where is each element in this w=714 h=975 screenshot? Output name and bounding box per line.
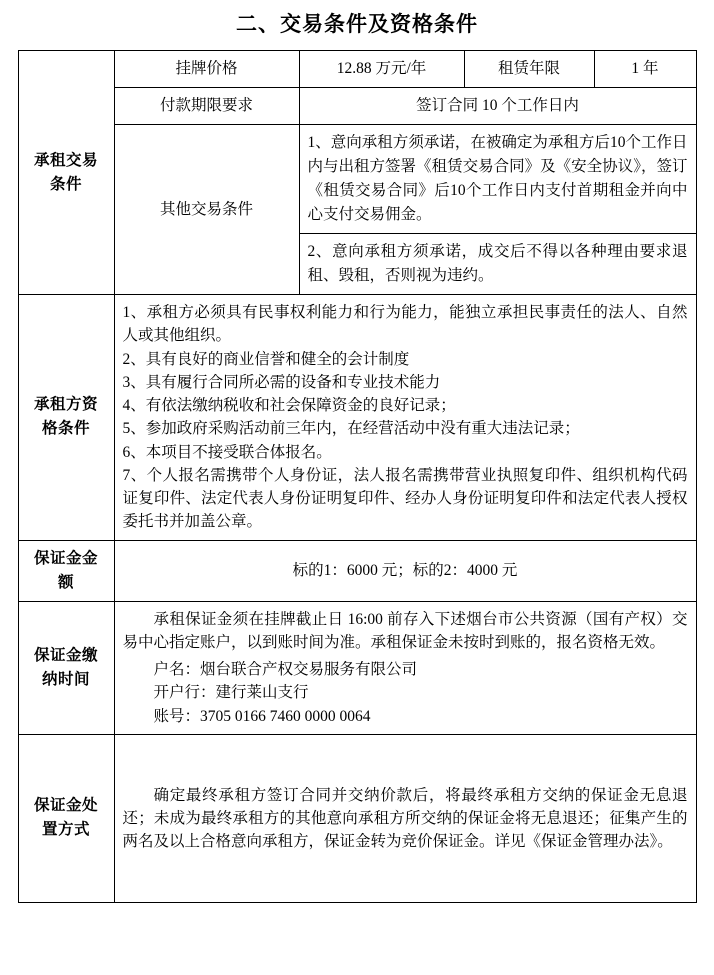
table-row (18, 734, 696, 902)
cell-other-conditions-label: 其他交易条件 (114, 125, 299, 295)
cell-payment-deadline-value: 签订合同 10 个工作日内 (299, 88, 696, 125)
table-row (18, 540, 696, 601)
table-row (18, 295, 696, 541)
row-label-deposit-disposal-text: 保证金处置方式 (33, 797, 98, 839)
row-label-deposit-payment-time: 保证金缴纳时间 (18, 601, 114, 734)
cell-lease-term-label: 租赁年限 (464, 51, 594, 88)
cell-lease-term-value: 1 年 (594, 51, 696, 88)
account-bank-line: 开户行：建行莱山支行 (153, 684, 309, 702)
table-row (18, 88, 696, 125)
qualification-item: 6、本项目不接受联合体报名。 (122, 443, 332, 461)
row-label-qualification-conditions: 承租方资格条件 (18, 295, 114, 541)
qualification-item: 5、参加政府采购活动前三年内，在经营活动中没有重大违法记录； (122, 420, 580, 438)
cell-deposit-disposal (114, 734, 696, 902)
deposit-disposal-paragraph: 确定最终承租方签订合同并交纳价款后，将最终承租方交纳的保证金无息退还；未成为最终承租方的其他意向承租方所交纳的保证金将无息退还；征集产生的两名及以上合格意向承租方，保证金转为竞价保证金。详见《保证金管理办法》。 (122, 786, 688, 851)
qualification-item: 3、具有履行合同所必需的设备和专业技术能力 (122, 373, 441, 391)
cell-other-conditions-item-2: 2、意向承租方须承诺，成交后不得以各种理由要求退租、毁租，否则视为违约。 (299, 234, 696, 295)
conditions-table (18, 50, 697, 903)
row-label-deposit-disposal (18, 734, 114, 902)
row-label-deposit-amount (18, 540, 114, 601)
cell-deposit-payment-time (114, 601, 696, 734)
page-title: 二、交易条件及资格条件 (236, 12, 478, 36)
row-label-transaction-conditions: 承租交易条件 (18, 51, 114, 295)
cell-deposit-amount-value: 标的1：6000 元；标的2：4000 元 (114, 540, 696, 601)
qualification-item: 7、个人报名需携带个人身份证，法人报名需携带营业执照复印件、组织机构代码证复印件、法定代表人身份证明复印件、经办人身份证明复印件和法定代表人授权委托书并加盖公章。 (122, 466, 688, 531)
cell-other-conditions-item-1: 1、意向承租方须承诺，在被确定为承租方后10个工作日内与出租方签署《租赁交易合同》及《安全协议》，签订《租赁交易合同》后10个工作日内支付首期租金并向中心支付交易佣金。 (299, 125, 696, 234)
account-number-line: 账号：3705 0166 7460 0000 0064 (153, 707, 371, 725)
cell-listing-price-label: 挂牌价格 (114, 51, 299, 88)
table-row (18, 125, 696, 234)
qualification-item: 4、有依法缴纳税收和社会保障资金的良好记录； (122, 397, 456, 415)
row-label-deposit-amount-text: 保证金金额 (33, 549, 98, 591)
cell-qualification-conditions (114, 295, 696, 541)
account-name-line: 户名：烟台联合产权交易服务有限公司 (153, 661, 418, 679)
deposit-payment-paragraph: 承租保证金须在挂牌截止日 16:00 前存入下述烟台市公共资源（国有产权）交易中心指定账户，以到账时间为准。承租保证金未按时到账的，报名资格无效。 (122, 610, 688, 651)
cell-listing-price-value: 12.88 万元/年 (299, 51, 464, 88)
qualification-item: 2、具有良好的商业信誉和健全的会计制度 (122, 350, 410, 368)
qualification-item: 1、承租方必须具有民事权利能力和行为能力，能独立承担民事责任的法人、自然人或其他组织。 (122, 304, 688, 345)
cell-payment-deadline-label: 付款期限要求 (114, 88, 299, 125)
table-row (18, 601, 696, 734)
table-row (18, 51, 696, 88)
